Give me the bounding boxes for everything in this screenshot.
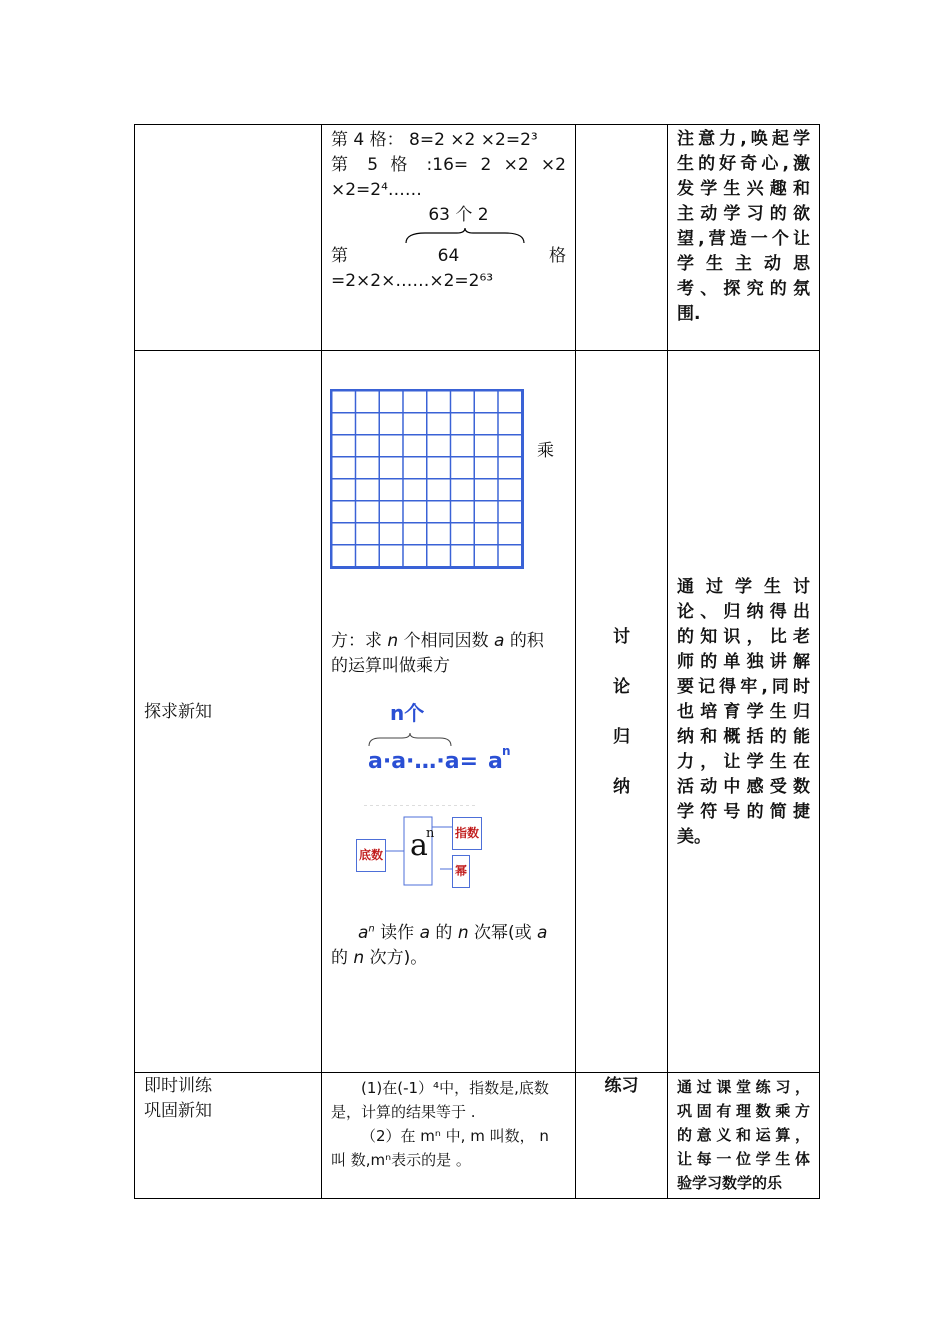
diagram-symbol: a <box>410 828 428 863</box>
purpose-note <box>668 1073 819 1195</box>
brace-icon <box>405 228 525 244</box>
purpose-line: 考、探究的氛 <box>677 279 810 299</box>
table-row <box>135 1073 820 1199</box>
step-line-5: 第 5 格 :16= 2 ×2 ×2 <box>331 155 566 175</box>
activity-char: 论 <box>613 676 630 697</box>
content-cell <box>322 125 576 351</box>
purpose-line: 发学生兴趣和 <box>677 179 810 199</box>
purpose-line: 论、归纳得出 <box>677 602 810 622</box>
reading-line-2: 的 n 次方)。 <box>331 948 428 968</box>
diagram-sup: n <box>426 826 435 841</box>
table-row <box>135 125 820 351</box>
activity-cell <box>576 351 668 1073</box>
n-count-label: n个 <box>390 701 425 725</box>
stage-cell-empty <box>135 125 322 351</box>
purpose-cell <box>668 125 820 351</box>
purpose-note <box>668 573 819 850</box>
step-64-suffix: 格 <box>548 246 566 266</box>
purpose-line: 力，让学生在 <box>677 752 810 772</box>
question-2-line-1: （2）在 mⁿ 中, m 叫数， n <box>361 1127 549 1145</box>
question-1-line-1: (1)在(-1）⁴中，指数是,底数 <box>361 1079 549 1097</box>
activity-label: 练习 <box>604 1076 639 1096</box>
purpose-line: 美。 <box>677 827 711 847</box>
activity-cell-empty <box>576 125 668 351</box>
side-word: 乘 <box>537 441 554 461</box>
purpose-line: 注意力,唤起学 <box>677 129 810 149</box>
power-formula <box>322 693 575 803</box>
purpose-line: 验学习数学的乐 <box>677 1174 783 1192</box>
product-expression: a·a·…·a= <box>368 749 479 774</box>
step-64-number: 64 <box>437 246 460 266</box>
stage-label: 探求新知 <box>144 702 212 722</box>
lesson-plan-table <box>134 124 820 1199</box>
power-diagram <box>322 803 575 911</box>
purpose-cell <box>668 1073 820 1199</box>
purpose-line: 望,营造一个让 <box>677 229 810 249</box>
purpose-line: 通过课堂练习， <box>677 1078 810 1096</box>
step-line-4: 第 4 格： 8=2 ×2 ×2=2³ <box>331 130 538 150</box>
activity-cell <box>576 1073 668 1199</box>
power-exponent: n <box>502 744 511 758</box>
reading-line-1: $a^n$ 读作 a 的 n 次幂(或 a <box>358 923 548 943</box>
activity-char: 归 <box>613 726 630 747</box>
power-label: 幂 <box>452 855 470 888</box>
purpose-line: 活动中感受数 <box>677 777 810 797</box>
brace-icon <box>368 733 452 747</box>
stage-label-1: 即时训练 <box>144 1076 212 1096</box>
activity-char: 讨 <box>613 626 630 647</box>
purpose-line: 学符号的简捷 <box>677 802 810 822</box>
purpose-line: 也培育学生归 <box>677 702 810 722</box>
content-cell <box>322 1073 576 1199</box>
brace-label: 63 个 2 <box>428 205 489 225</box>
question-2-line-2: 叫 数,mⁿ表示的是 。 <box>331 1151 471 1169</box>
purpose-line: 主动学习的欲 <box>677 204 810 224</box>
step-64-label: 第 <box>331 246 348 266</box>
activity-label <box>576 612 667 812</box>
definition-line-1: 方：求 n 个相同因数 a 的积 <box>331 631 544 651</box>
purpose-cell <box>668 351 820 1073</box>
purpose-line: 让每一位学生体 <box>677 1150 810 1168</box>
purpose-line: 学生主动思 <box>677 254 810 274</box>
definition-line-2: 的运算叫做乘方 <box>331 656 450 676</box>
step-64-formula: =2×2×……×2=2⁶³ <box>331 271 494 291</box>
purpose-line: 生的好奇心,激 <box>677 154 810 174</box>
activity-char: 纳 <box>613 776 630 797</box>
purpose-line: 围. <box>677 304 701 324</box>
question-1-line-2: 是，计算的结果等于 . <box>331 1103 476 1121</box>
purpose-line: 的意义和运算， <box>677 1126 810 1144</box>
purpose-line: 纳和概括的能 <box>677 727 810 747</box>
power-base: a <box>488 749 503 774</box>
purpose-line: 要记得牢,同时 <box>677 677 810 697</box>
purpose-line: 的知识，比老 <box>677 627 810 647</box>
purpose-line: 通过学生讨 <box>677 577 810 597</box>
purpose-note <box>668 125 819 327</box>
purpose-line: 巩固有理数乘方 <box>677 1102 810 1120</box>
stage-label-2: 巩固新知 <box>144 1101 212 1121</box>
step-line-5-cont: ×2=2⁴…… <box>331 180 422 200</box>
stage-cell <box>135 1073 322 1199</box>
content-cell <box>322 351 576 1073</box>
grid-figure <box>330 389 524 569</box>
stage-cell <box>135 351 322 1073</box>
table-row <box>135 351 820 1073</box>
purpose-line: 师的单独讲解 <box>677 652 810 672</box>
exponent-label: 指数 <box>452 817 482 850</box>
base-label: 底数 <box>356 839 386 872</box>
